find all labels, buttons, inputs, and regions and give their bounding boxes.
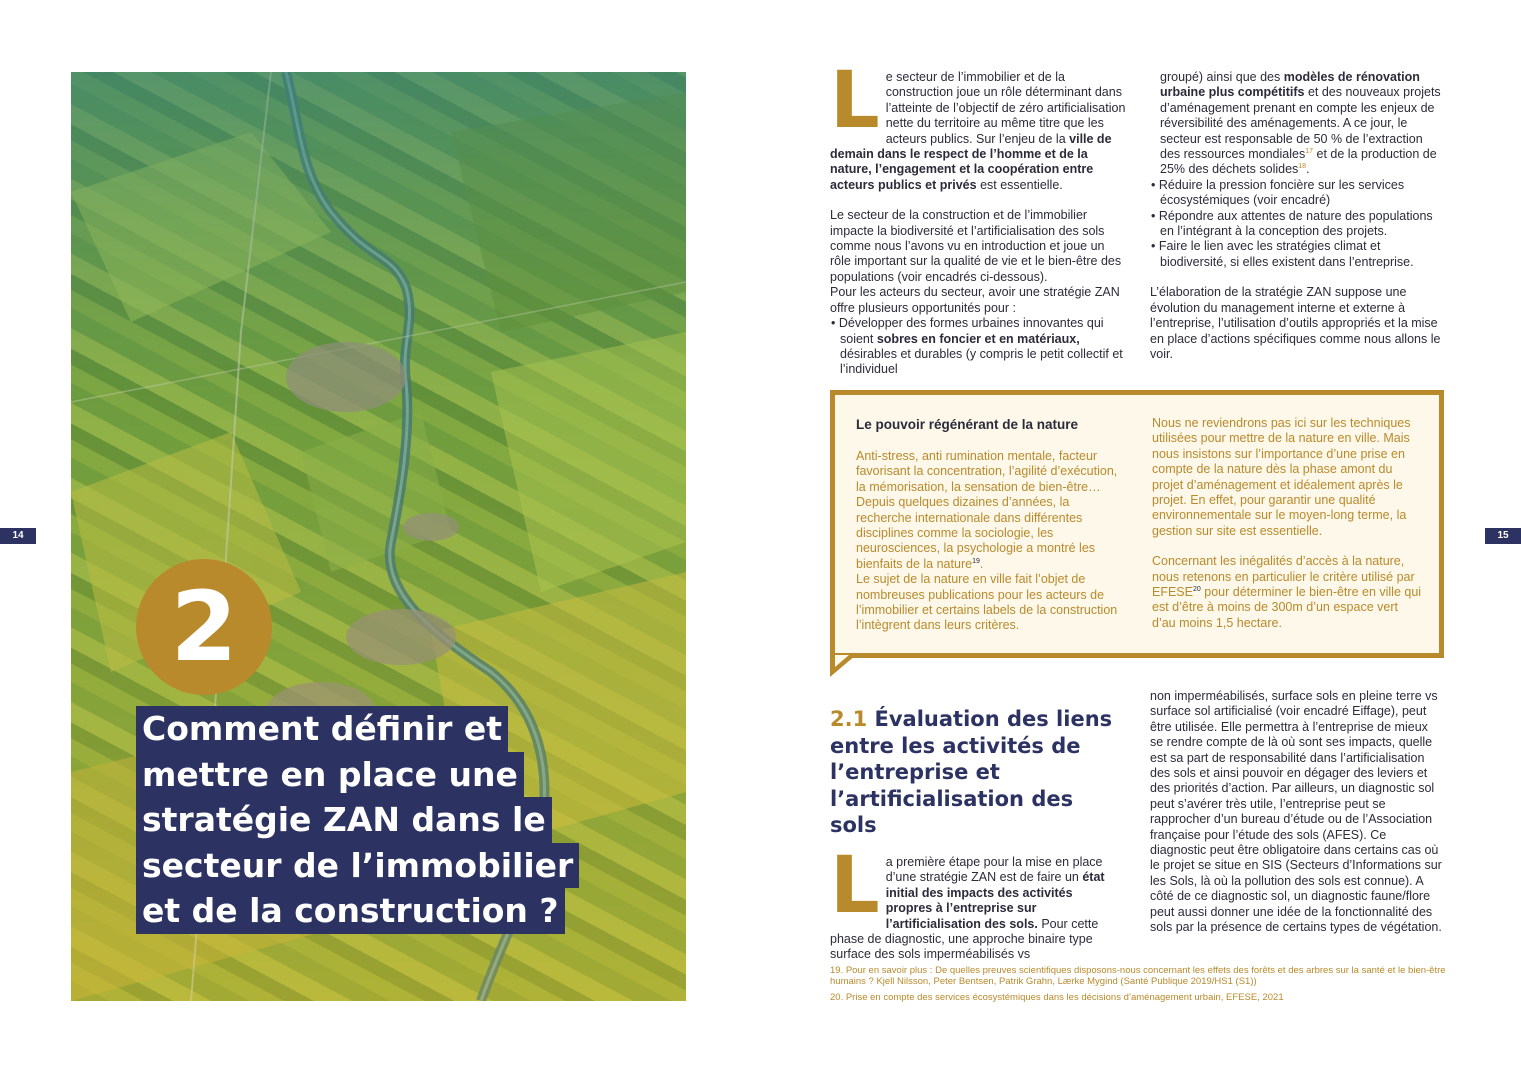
bullet-item: • Faire le lien avec les stratégies climat et biodiversité, si elles existent dans l’entreprise. xyxy=(1151,239,1414,269)
callout-paragraph xyxy=(856,449,1128,572)
callout-heading: Le pouvoir régénérant de la nature xyxy=(856,417,1079,432)
chapter-title-line: stratégie ZAN dans le xyxy=(136,797,552,843)
intro-text: groupé) ainsi que des xyxy=(1160,70,1284,84)
intro-text: et de la production de 25% des déchets solides xyxy=(1160,147,1437,177)
section-paragraph: non imperméabilisés, surface sols en pleine terre vs surface sol artificialisé (voir encadré Eiffage), peut être utilisée. Elle permettra à l’entreprise de mieux se rendre compte de là où sont ses impacts, quelle est sa part de responsabilité dans l’artificialisation des sols et ainsi pouvoir en dégager des leviers et des priorités d’action. Par ailleurs, un diagnostic sol peut s’avérer très utile, l’entreprise peut se rapprocher d’un bureau d’étude ou de l’Association française pour l’étude des sols (AFES). Ce diagnostic peut être obligatoire dans certains cas où le projet se situe en SIS (Secteurs d’Informations sur les Sols, là où la pollution des sols est connue). A côté de ce diagnostic sol, un diagnostic faune/flore peut aussi donner une idée de la fonctionnalité des sols par la présence de certains types de végétation. xyxy=(1150,689,1442,935)
bullet-item xyxy=(830,316,1126,378)
chapter-title xyxy=(136,706,576,934)
callout-paragraph: Le sujet de la nature en ville fait l’objet de nombreuses publications pour les acteurs de l’immobilier et certains labels de la construction l’intègrent dans leurs critères. xyxy=(856,572,1118,633)
dropcap-letter: L xyxy=(830,56,880,146)
section-heading xyxy=(830,706,1120,839)
callout-text: pour déterminer le bien-être en ville qui est d’être à moins de 300m d’un espace vert d’au moins 1,5 hectare. xyxy=(1152,585,1422,630)
callout-text: Anti-stress, anti rumination mentale, facteur favorisant la concentration, l’agilité d’exécution, la mémorisation, la sensation de bien-être… Depuis quelques dizaines d’années, la recherche internationale dans différentes disciplines comme la sociologie, les neurosciences, la psychologie a montré les bienfaits de la nature xyxy=(856,449,1118,571)
callout-text: . xyxy=(979,556,984,571)
bullet-text: désirables et durables (y compris le petit collectif et l’individuel xyxy=(840,346,1123,377)
section-text: Pour cette phase de diagnostic, une approche binaire type surface des sols imperméabilisés vs xyxy=(830,916,1099,962)
chapter-title-line: mettre en place une xyxy=(136,752,524,798)
intro-paragraph-1 xyxy=(830,56,1126,193)
callout-text: Concernant les inégalités d’accès à la nature, nous retenons en particulier le critère utilisé par EFESE xyxy=(1152,554,1415,600)
footnote: 20. Prise en compte des services écosystémiques dans les décisions d’aménagement urbain, EFESE, 2021 xyxy=(830,992,1284,1003)
footnote-ref: 20 xyxy=(1193,585,1201,593)
intro-paragraph-2: Le secteur de la construction et de l’immobilier impacte la biodiversité et l’artificialisation des sols comme nous l’avons vu en introduction et joue un rôle important sur la qualité de vie et le bien-être des populations (voir encadrés ci-dessous). xyxy=(830,208,1122,284)
intro-column-2 xyxy=(1150,70,1444,377)
bullet-item: • Réduire la pression foncière sur les services écosystémiques (voir encadré) xyxy=(1151,177,1405,208)
section-paragraph xyxy=(830,841,1122,963)
page-number-right: 15 xyxy=(1485,528,1521,544)
intro-paragraph-3: Pour les acteurs du secteur, avoir une stratégie ZAN offre plusieurs opportunités pour : xyxy=(830,285,1120,315)
section-text: a première étape pour la mise en place d’une stratégie ZAN est de faire un xyxy=(885,855,1103,885)
intro-closing-paragraph: L’élaboration de la stratégie ZAN suppose une évolution du management interne et externe à l’entreprise, l’utilisation d’outils appropriés et la mise en place d’actions spécifiques comme nous allons le voir. xyxy=(1150,285,1441,361)
footnote: 19. Pour en savoir plus : De quelles preuves scientifiques disposons-nous concernant les effets des forêts et des arbres sur la santé et le bien-être humains ? Kjell Nilsson, Peter Bentsen, Patrik Grahn, Lærke Mygind (Santé Publique 2019/HS1 (S1)) xyxy=(830,965,1446,987)
footnote-ref: 17 xyxy=(1305,147,1314,155)
callout-right-column xyxy=(1152,416,1424,646)
chapter-number-badge: 2 xyxy=(136,559,272,695)
footnote-ref: 19 xyxy=(972,557,980,565)
footnotes xyxy=(830,965,1450,1008)
chapter-title-line: secteur de l’immobilier xyxy=(136,843,579,889)
callout-paragraph xyxy=(1152,554,1424,631)
intro-text: est essentielle. xyxy=(976,177,1063,192)
callout-paragraph: Nous ne reviendrons pas ici sur les techniques utilisées pour mettre de la nature en ville. Mais nous insistons sur l’importance d’une prise en compte de la nature dès la phase amont du projet d’aménagement et idéalement après le projet. En effet, pour garantir une qualité environnementale sur le moyen-long terme, la gestion sur site est essentielle. xyxy=(1152,416,1411,538)
intro-text: e secteur de l’immobilier et de la construction joue un rôle déterminant dans l’atteinte de l’objectif de zéro artificialisation nette du territoire au même titre que les acteurs publics. Sur l’enjeu de la xyxy=(885,70,1126,146)
callout-box-tail-inner xyxy=(835,655,849,667)
section-title-text: Évaluation des liens entre les activités de l’entreprise et l’artificialisation des sols xyxy=(830,707,1113,837)
bullet-text: • Développer des formes urbaines innovantes qui soient xyxy=(831,316,1104,346)
section-number: 2.1 xyxy=(830,707,868,731)
intro-text: . xyxy=(1306,162,1310,177)
intro-bold-text: ville de demain dans le respect de l’homme et de la nature, l’engagement et la coopération entre acteurs publics et privés xyxy=(830,131,1112,192)
intro-column-1 xyxy=(830,56,1126,378)
chapter-title-line: Comment définir et xyxy=(136,706,508,752)
section-column-1 xyxy=(830,841,1122,978)
section-column-2 xyxy=(1150,689,1444,951)
dropcap-letter: L xyxy=(830,841,880,931)
bullet-bold-text: sobres en foncier et en matériaux, xyxy=(876,331,1080,346)
footnote-ref: 18 xyxy=(1298,163,1307,171)
bullet-item: • Répondre aux attentes de nature des populations en l’intégrant à la conception des projets. xyxy=(1151,208,1433,239)
intro-bold-text: modèles de rénovation urbaine plus compétitifs xyxy=(1160,70,1420,100)
page-number-left: 14 xyxy=(0,528,36,544)
intro-text: et des nouveaux projets d’aménagement prenant en compte les enjeux de réversibilité des aménagements. A ce jour, le secteur est responsable de 50 % de l’extraction des ressources mondiales xyxy=(1160,85,1441,162)
chapter-title-line: et de la construction ? xyxy=(136,888,565,934)
intro-continuation xyxy=(1150,70,1444,178)
callout-left-column xyxy=(856,449,1128,649)
section-bold-text: état initial des impacts des activités propres à l’entreprise sur l’artificialisation des sols. xyxy=(885,870,1105,931)
